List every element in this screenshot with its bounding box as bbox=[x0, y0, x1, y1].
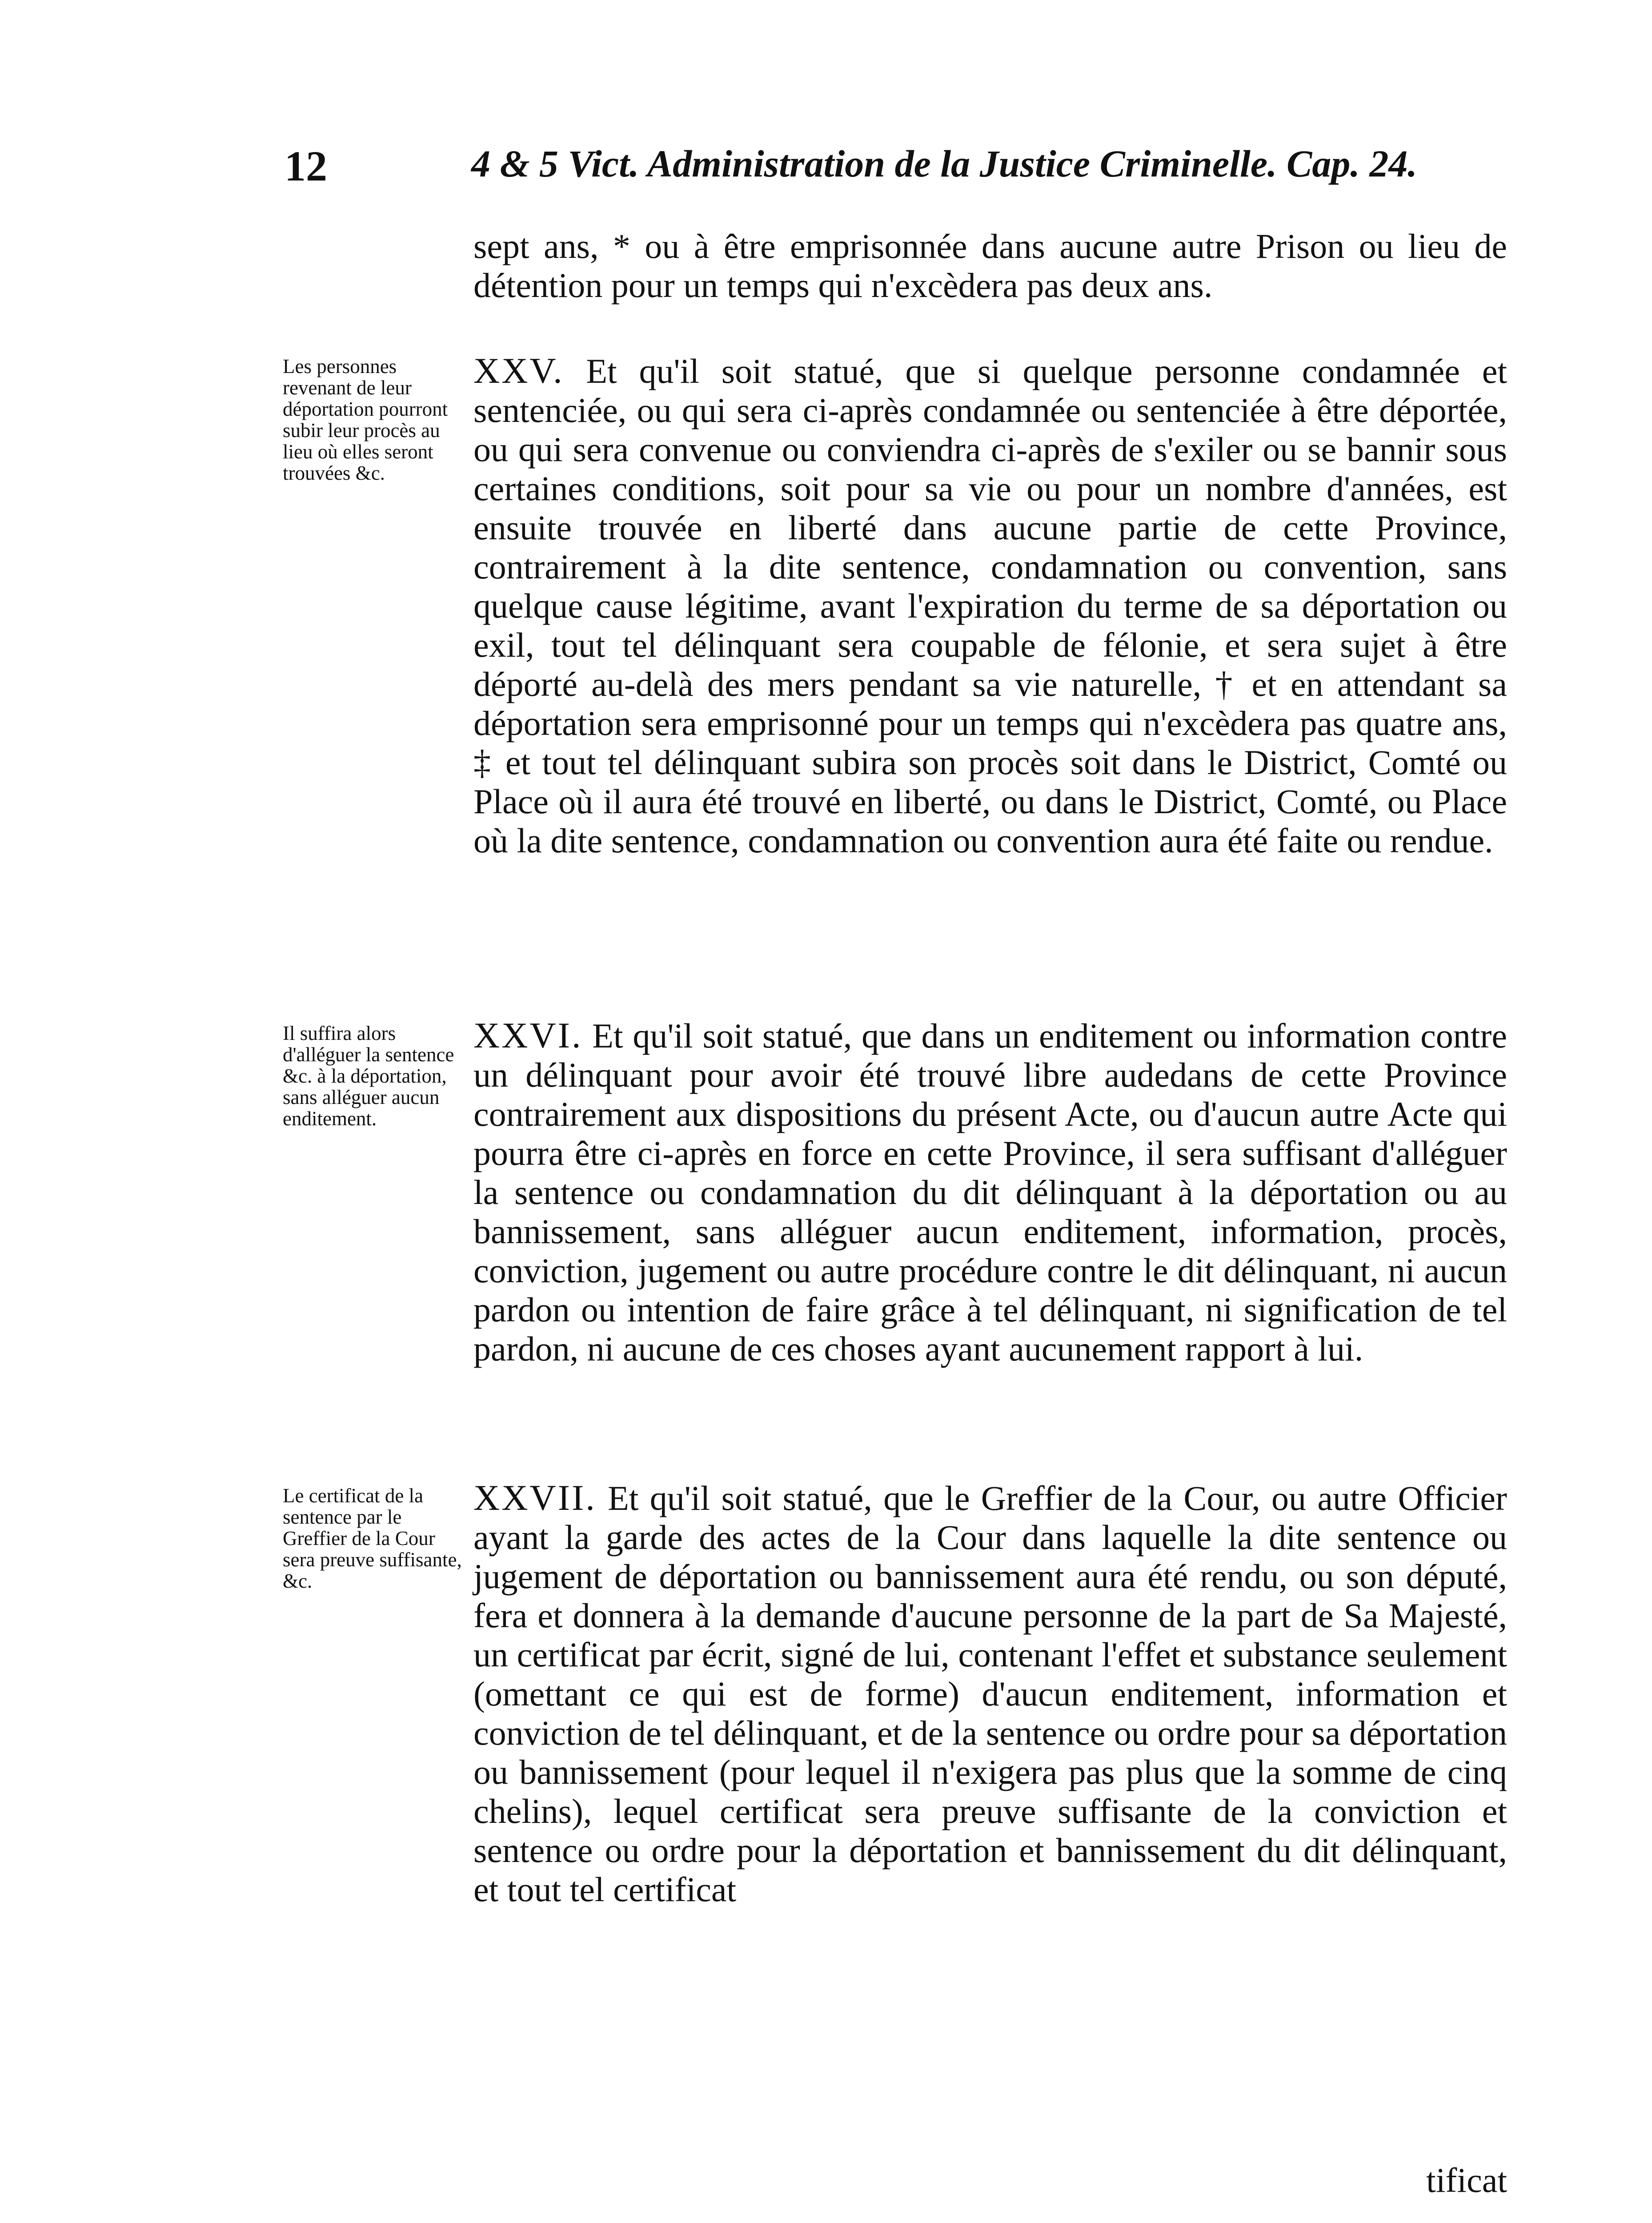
margin-note-text: Les personnes revenant de leur déportation pourront subir leur procès au lieu où elles seront trouvées &c. bbox=[283, 355, 448, 484]
section-xxvii bbox=[473, 1478, 1507, 1909]
page-header bbox=[0, 141, 1652, 195]
continuation-paragraph bbox=[473, 227, 1507, 305]
section-xxv bbox=[473, 351, 1507, 860]
section-number: XXVII. bbox=[473, 1477, 597, 1518]
margin-note-text: Le certificat de la sentence par le Greffier de la Cour sera preuve suffisante, &c. bbox=[283, 1485, 462, 1592]
margin-note-xxvii bbox=[283, 1485, 465, 1592]
section-text: Et qu'il soit statué, que si quelque personne condamnée et sentenciée, ou qui sera ci-après condamnée ou sentenciée à être déportée, ou qui sera convenue ou conviendra ci-après de s'exiler ou se bannir sous certaines conditions, soit pour sa vie ou pour un nombre d'années, est ensuite trouvée en liberté dans aucune partie de cette Province, contrairement à la dite sentence, condamnation ou convention, sans quelque cause légitime, avant l'expiration du terme de sa déportation ou exil, tout tel délinquant sera coupable de félonie, et sera sujet à être déporté au-delà des mers pendant sa vie naturelle, † et en attendant sa déportation sera emprisonné pour un temps qui n'excèdera pas quatre ans, ‡ et tout tel délinquant subira son procès soit dans le District, Comté ou Place où il aura été trouvé en liberté, ou dans le District, Comté, ou Place où la dite sentence, condamnation ou convention aura été faite ou rendue. bbox=[473, 352, 1508, 860]
section-paragraph bbox=[473, 1478, 1507, 1909]
margin-note-text: Il suffira alors d'alléguer la sentence &c. à la déportation, sans alléguer aucun enditement. bbox=[283, 1022, 454, 1130]
section-xxvi bbox=[473, 1016, 1507, 1368]
page-number: 12 bbox=[285, 142, 327, 190]
margin-note-xxv bbox=[283, 356, 465, 484]
section-number: XXV. bbox=[473, 350, 564, 391]
section-text: Et qu'il soit statué, que le Greffier de la Cour, ou autre Officier ayant la garde des actes de la Cour dans laquelle la dite sentence ou jugement de déportation ou bannissement aura été rendu, ou son député, fera et donnera à la demande d'aucune personne de la part de Sa Majesté, un certificat par écrit, signé de lui, contenant l'effet et substance seulement (omettant ce qui est de forme) d'aucun enditement, information et conviction de tel délinquant, et de la sentence ou ordre pour sa déportation ou bannissement (pour lequel il n'exigera pas plus que la somme de cinq chelins), lequel certificat sera preuve suffisante de la conviction et sentence ou ordre pour la déportation et bannissement du dit délinquant, et tout tel certificat bbox=[473, 1479, 1508, 1909]
section-number: XXVI. bbox=[473, 1015, 583, 1055]
continuation-text: sept ans, * ou à être emprisonnée dans aucune autre Prison ou lieu de détention pour un temps qui n'excèdera pas deux ans. bbox=[473, 227, 1507, 305]
catchword: tificat bbox=[1426, 2161, 1507, 2199]
section-text: Et qu'il soit statué, que dans un enditement ou information contre un délinquant pour avoir été trouvé libre audedans de cette Province contrairement aux dispositions du présent Acte, ou d'aucun autre Acte qui pourra être ci-après en force en cette Province, il sera suffisant d'alléguer la sentence ou condamnation du dit délinquant à la déportation ou au bannissement, sans alléguer aucun enditement, information, procès, conviction, jugement ou autre procédure contre le dit délinquant, ni aucun pardon ou intention de faire grâce à tel délinquant, ni signification de tel pardon, ni aucune de ces choses ayant aucunement rapport à lui. bbox=[473, 1016, 1507, 1368]
running-title: 4 & 5 Vict. Administration de la Justice Criminelle. Cap. 24. bbox=[471, 142, 1417, 185]
section-paragraph bbox=[473, 1016, 1507, 1368]
section-paragraph bbox=[473, 351, 1507, 860]
margin-note-xxvi bbox=[283, 1023, 465, 1129]
